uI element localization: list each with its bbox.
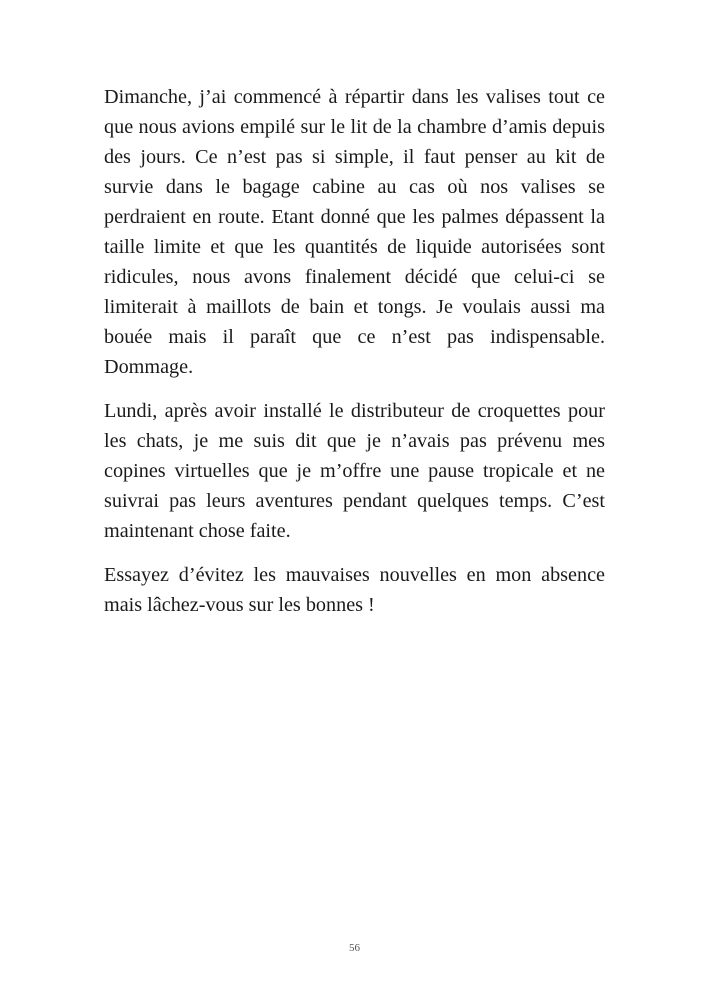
paragraph-dimanche: Dimanche, j’ai commencé à répartir dans les valises tout ce que nous avions empilé sur le lit de la chambre d’amis depuis des jours. Ce n’est pas si simple, il faut penser au kit de survie dans le bagage cabine au cas où nos valises se perdraient en route. Etant donné que les palmes dépassent la taille limite et que les quantités de liquide autorisées sont ridicules, nous avons finalement décidé que celui-ci se limiterait à maillots de bain et tongs. Je voulais aussi ma bouée mais il paraît que ce n’est pas indispensable. Dommage. <box>104 86 605 378</box>
body-text <box>104 82 605 634</box>
paragraph-lundi: Lundi, après avoir installé le distributeur de croquettes pour les chats, je me suis dit que je n’avais pas prévenu mes copines virtuelles que je m’offre une pause tropicale et ne suivrai pas leurs aventures pendant quelques temps. C’est maintenant chose faite. <box>104 400 605 542</box>
paragraph-essayez: Essayez d’évitez les mauvaises nouvelles en mon absence mais lâchez-vous sur les bonnes ! <box>104 564 605 616</box>
page-number: 56 <box>349 942 360 954</box>
